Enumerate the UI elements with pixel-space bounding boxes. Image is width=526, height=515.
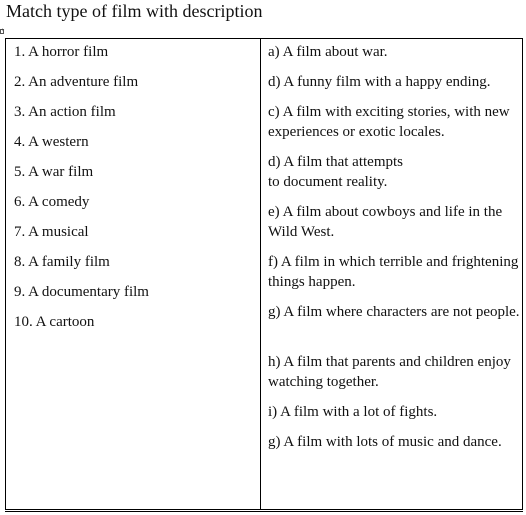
film-type-item: 9. A documentary film <box>14 284 149 300</box>
description-item: i) A film with a lot of fights. <box>268 404 438 420</box>
description-item: c) A film with exciting stories, with new experiences or exotic locales. <box>268 104 510 140</box>
description-item: a) A film about war. <box>268 44 388 60</box>
film-type-item: 4. A western <box>14 134 89 150</box>
description-item: d) A film that attempts to document reality. <box>268 154 403 190</box>
film-type-item: 6. A comedy <box>14 194 90 210</box>
description-item: g) A film where characters are not people. <box>268 304 520 320</box>
film-type-item: 3. An action film <box>14 104 116 120</box>
film-type-item: 8. A family film <box>14 254 110 270</box>
matching-table <box>5 38 523 510</box>
film-type-item: 1. A horror film <box>14 44 109 60</box>
column-divider <box>260 39 261 509</box>
description-item: h) A film that parents and children enjoy watching together. <box>268 354 511 390</box>
description-item: f) A film in which terrible and frightening things happen. <box>268 254 519 290</box>
table-bottom-rule <box>5 511 523 512</box>
film-type-item: 7. A musical <box>14 224 89 240</box>
film-type-item: 2. An adventure film <box>14 74 139 90</box>
page-title: Match type of film with description <box>6 1 263 21</box>
film-type-item: 10. A cartoon <box>14 314 95 330</box>
description-item: g) A film with lots of music and dance. <box>268 434 502 450</box>
film-type-item: 5. A war film <box>14 164 94 180</box>
description-item: e) A film about cowboys and life in the Wild West. <box>268 204 503 240</box>
table-move-handle-icon[interactable]: + <box>1 28 5 34</box>
description-item: d) A funny film with a happy ending. <box>268 74 491 90</box>
